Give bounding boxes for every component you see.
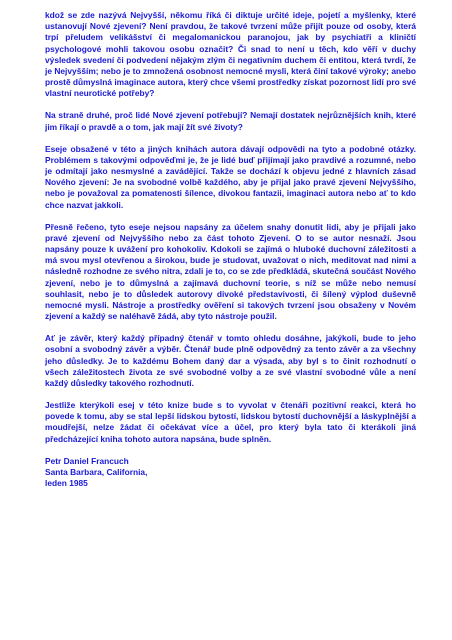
paragraph-6: Jestliže kterýkoli esej v této knize bude s to vyvolat v čtenáři pozitivní reakci, která ho povede k tomu, aby se stal lepší lidskou bytostí, lidskou bytostí duchovnější a láskyplnější a moudřejší, nelze žádat či očekávat více a účel, pro který byla tato či kterákoli jiná předcházející kniha tohoto autora napsána, bude splněn.: [45, 400, 416, 444]
paragraph-3: Eseje obsažené v této a jiných knihách autora dávají odpovědi na tyto a podobné otázky. Problémem s takovými odpověďmi je, že je lidé buď přijímají jako pravdivé a rozumné, nebo je odmítají jako nesmyslné a zavádějící. Takže se dochází k objevu jedné z hlavních zásad Nového zjevení: Je na svobodné volbě každého, aby je přijal jako pravé zjevení Nejvyššího, nebo je považoval za pomatenosti šílence, divokou fantazii, imaginaci autora nebo ať to kdo chce nazvat jakkoli.: [45, 143, 416, 210]
author-name: Petr Daniel Francuch: [45, 455, 129, 466]
signature-block: [45, 456, 416, 490]
author-date: leden 1985: [45, 478, 88, 489]
author-place: Santa Barbara, California,: [45, 466, 148, 477]
paragraph-5: Ať je závěr, který každý případný čtenář v tomto ohledu dosáhne, jakýkoli, bude to jeho osobní a svobodný závěr a výběr. Čtenář bude plně odpovědný za tento závěr a za všechny jeho důsledky. Je to každému Bohem daný dar a výsada, aby byl s to činit rozhodnutí o všech záležitostech života ze své svobodné volby a ze své vlastní svobodné vůle a není každý důsledky takového rozhodnutí.: [45, 333, 416, 389]
paragraph-1: kdož se zde nazývá Nejvyšší, někomu říká či diktuje určité ideje, pojetí a myšlenky, které ustanovují Nové zjevení? Není pravdou, že takové tvrzení může přijít pouze od osoby, která trpí přeludem velikášství či megalomanickou paranojou, jak by psychiatři a kliničtí psychologové mohli takovou osobu označit? Či snad to není u těch, kdo věří v duchy výsledek svedení či podvedení nějakým zlým či negativním duchem či entitou, která tvrdí, že je Nejvyšším; nebo je to zmnožená osobnost nemocné mysli, která činí takové výroky; anebo prostě důmyslná imaginace autora, který chce všemi prostředky získat pozornost lidí pro své vlastní neurotické potřeby?: [45, 10, 416, 99]
paragraph-4: Přesně řečeno, tyto eseje nejsou napsány za účelem snahy donutit lidi, aby je přijali jako pravé zjevení od Nejvyššího nebo za část tohoto Zjevení. O to se autor nesnaží. Jsou napsány pouze k uvážení pro kohokoliv. Kdokoli se zajímá o hluboké duchovní záležitosti a má svou mysl otevřenou a širokou, bude je studovat, uvažovat o nich, meditovat nad nimi a následně rozhodne ze svého nitra, zdali je to, co se zde předkládá, skutečná součást Nového zjevení, nebo je to důmyslná a zajímavá duchovní teorie, s níž se může nebo nemusí souhlasit, nebo je to důsledek autorovy divoké představivosti, či šílený výplod duševně nemocné mysli. Nástroje a prostředky ověření si takových tvrzení jsou obsaženy v Novém zjevení a každý se naléhavě žádá, aby tyto nástroje použil.: [45, 221, 416, 322]
paragraph-2: Na straně druhé, proč lidé Nové zjevení potřebují? Nemají dostatek nejrůznějších knih, které jim říkají o pravdě a o tom, jak mají žít své životy?: [45, 110, 416, 132]
document-page: [45, 10, 416, 489]
